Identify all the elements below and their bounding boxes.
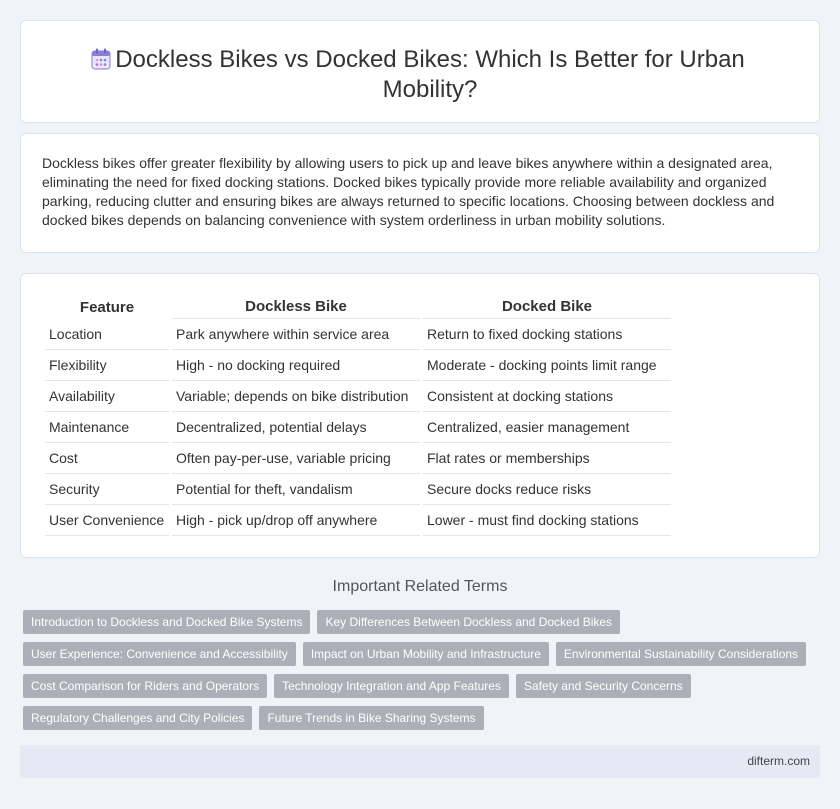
tag-row xyxy=(23,674,823,698)
related-term-tag[interactable]: Technology Integration and App Features xyxy=(274,674,509,698)
cell-docked: Consistent at docking stations xyxy=(423,381,671,412)
cell-feature: Flexibility xyxy=(45,350,169,381)
related-term-tag[interactable]: Safety and Security Concerns xyxy=(516,674,691,698)
cell-dockless: Variable; depends on bike distribution xyxy=(172,381,420,412)
tag-row xyxy=(23,642,823,666)
cell-docked: Flat rates or memberships xyxy=(423,443,671,474)
table-row xyxy=(45,443,671,474)
tag-row xyxy=(23,610,823,634)
table-row xyxy=(45,319,671,350)
table-row xyxy=(45,350,671,381)
cell-dockless: Park anywhere within service area xyxy=(172,319,420,350)
related-term-tag[interactable]: Regulatory Challenges and City Policies xyxy=(23,706,252,730)
intro-paragraph: Dockless bikes offer greater flexibility by allowing users to pick up and leave bikes anywhere within a designated area, eliminating the need for fixed docking stations. Docked bikes typically provide more reliable availability and organized parking, reducing clutter and ensuring bikes are always returned to specific locations. Choosing between dockless and docked bikes depends on balancing convenience with system orderliness in urban mobility solutions. xyxy=(42,155,775,228)
related-terms-heading: Important Related Terms xyxy=(332,578,508,595)
cell-feature: Cost xyxy=(45,443,169,474)
cell-feature: Availability xyxy=(45,381,169,412)
tag-row xyxy=(23,706,823,730)
comparison-card xyxy=(20,273,820,558)
cell-dockless: Decentralized, potential delays xyxy=(172,412,420,443)
related-term-tag[interactable]: Cost Comparison for Riders and Operators xyxy=(23,674,267,698)
table-row xyxy=(45,381,671,412)
cell-docked: Moderate - docking points limit range xyxy=(423,350,671,381)
comparison-table xyxy=(42,295,674,536)
cell-dockless: High - no docking required xyxy=(172,350,420,381)
related-term-tag[interactable]: Environmental Sustainability Considerations xyxy=(556,642,806,666)
cell-docked: Lower - must find docking stations xyxy=(423,505,671,536)
header-feature: Feature xyxy=(79,298,135,316)
cell-feature: Maintenance xyxy=(45,412,169,443)
page-title: Dockless Bikes vs Docked Bikes: Which Is Better for Urban Mobility? xyxy=(115,46,745,103)
related-term-tag[interactable]: User Experience: Convenience and Accessibility xyxy=(23,642,296,666)
cell-dockless: Often pay-per-use, variable pricing xyxy=(172,443,420,474)
cell-docked: Secure docks reduce risks xyxy=(423,474,671,505)
related-term-tag[interactable]: Introduction to Dockless and Docked Bike Systems xyxy=(23,610,310,634)
cell-feature: Security xyxy=(45,474,169,505)
header-dockless: Dockless Bike xyxy=(172,295,420,319)
footer-bar xyxy=(20,745,820,778)
related-term-tag[interactable]: Impact on Urban Mobility and Infrastructure xyxy=(303,642,549,666)
header-docked: Docked Bike xyxy=(423,295,671,319)
table-row xyxy=(45,505,671,536)
cell-feature: Location xyxy=(45,319,169,350)
table-header-row xyxy=(45,295,671,319)
title-card xyxy=(20,20,820,123)
cell-dockless: Potential for theft, vandalism xyxy=(172,474,420,505)
table-row xyxy=(45,412,671,443)
related-terms-list xyxy=(23,610,823,738)
related-term-tag[interactable]: Key Differences Between Dockless and Docked Bikes xyxy=(317,610,620,634)
cell-docked: Return to fixed docking stations xyxy=(423,319,671,350)
footer-site-link[interactable]: difterm.com xyxy=(747,754,810,768)
table-row xyxy=(45,474,671,505)
related-term-tag[interactable]: Future Trends in Bike Sharing Systems xyxy=(259,706,483,730)
cell-dockless: High - pick up/drop off anywhere xyxy=(172,505,420,536)
cell-docked: Centralized, easier management xyxy=(423,412,671,443)
cell-feature: User Convenience xyxy=(45,505,169,536)
intro-card xyxy=(20,133,820,253)
